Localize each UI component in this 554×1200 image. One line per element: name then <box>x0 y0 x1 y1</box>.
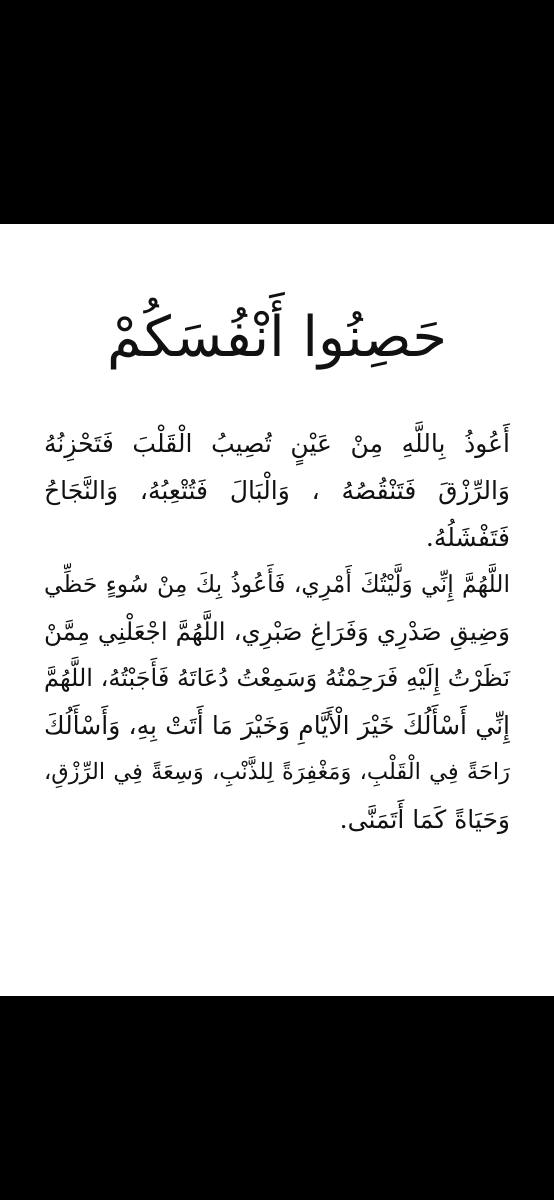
text-line: أَعُوذُ بِاللَّهِ مِنْ عَيْنٍ تُصِيبُ الْقَلْبَ فَتَحْزِنُهُ <box>44 429 510 458</box>
document-body <box>44 420 510 843</box>
page-title: حَصِنُوا أَنْفُسَكُمْ <box>107 305 447 370</box>
document-image <box>0 224 554 996</box>
text-line: وَضِيقِ صَدْرِي وَفَرَاغِ صَبْرِي، اللَّهُمَّ اجْعَلْنِي مِمَّنْ <box>44 617 510 646</box>
text-line: وَحَيَاةً كَمَا أَتَمَنَّى. <box>339 805 510 834</box>
text-line: فَتَفْشَلُهُ. <box>425 523 510 552</box>
paragraph-refuge <box>44 420 510 561</box>
text-line: وَالرِّزْقَ فَتَنْقُصُهُ ، وَالْبَالَ فَتُتْعِبُهُ، وَالنَّجَاحُ <box>44 476 510 505</box>
paragraph-supplication <box>44 561 510 843</box>
text-line: اللَّهُمَّ إِنِّي وَلَّيْتُكَ أَمْرِي، فَأَعُوذُ بِكَ مِنْ سُوءٍ حَظِّي <box>44 570 510 598</box>
text-line: نَظَرْتُ إِلَيْهِ فَرَحِمْتُهُ وَسَمِعْتُ دُعَاتَهُ فَأَجَبْتُهُ، اللَّهُمَّ <box>44 664 510 692</box>
text-line: إِنِّي أَسْأَلُكَ خَيْرَ الْأَيَّامِ وَخَيْرَ مَا أَتَتْ بِهِ، وَأَسْأَلُكَ <box>44 711 510 740</box>
text-line: رَاحَةً فِي الْقَلْبِ، وَمَغْفِرَةً لِلذَّنْبِ، وَسِعَةً فِي الرِّزْقِ، <box>44 759 510 785</box>
